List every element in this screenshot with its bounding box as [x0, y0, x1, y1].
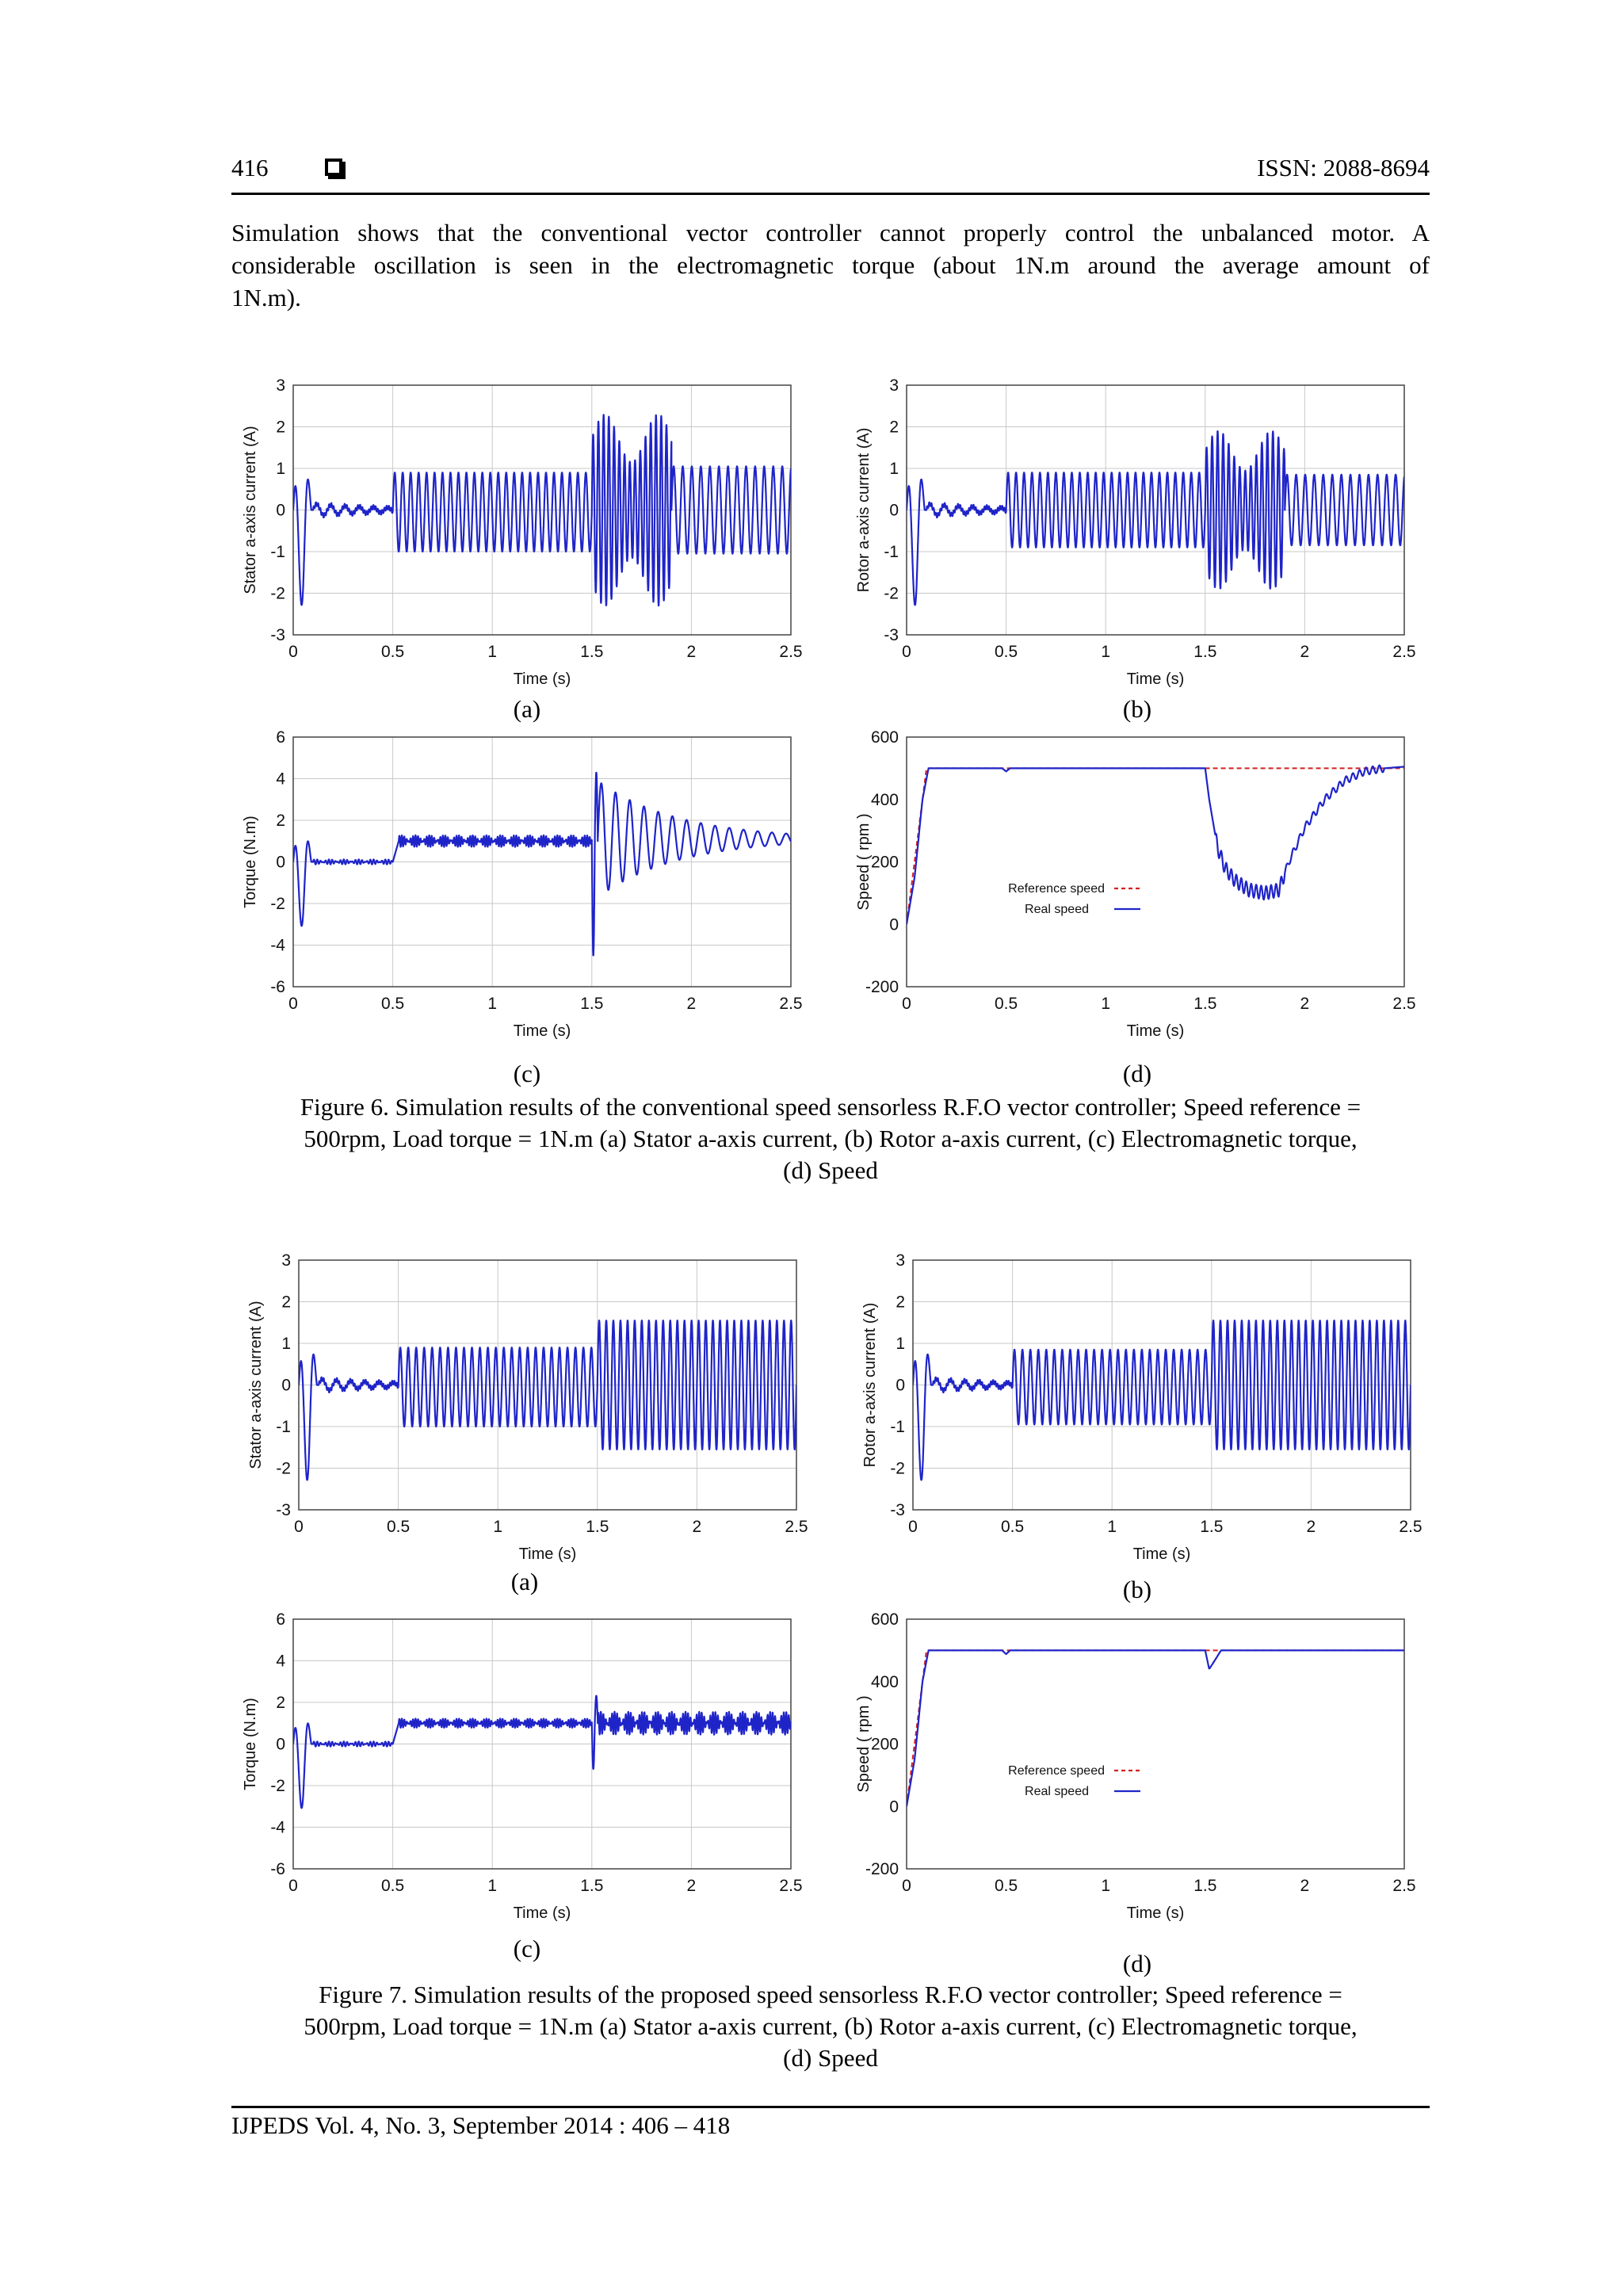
y-tick-label: -4 [270, 936, 285, 955]
y-tick-label: 0 [281, 1376, 291, 1395]
y-tick-label: -3 [276, 1501, 291, 1519]
y-axis-label: Speed ( rpm ) [855, 813, 873, 911]
y-tick-label: 0 [889, 1797, 899, 1817]
y-tick-label: 1 [281, 1335, 291, 1353]
figure7-plot-d [850, 1605, 1420, 1922]
x-tick-label: 2 [1300, 995, 1310, 1013]
y-axis-label: Torque (N.m) [242, 1698, 259, 1790]
figure7-panel-b-label: (b) [1122, 1576, 1152, 1603]
figure6-panel-d-label: (d) [1122, 1060, 1152, 1087]
y-tick-label: -4 [270, 1818, 285, 1837]
x-tick-label: 0.5 [380, 1877, 405, 1895]
paragraph-line: considerable oscillation is seen in the electromagnetic torque (about 1N.m around the average amount of [231, 251, 1430, 279]
fig7b-svg [856, 1246, 1426, 1563]
y-tick-label: 3 [896, 1251, 905, 1270]
fig6b-svg [850, 371, 1420, 688]
y-tick-label: 0 [896, 1376, 905, 1395]
y-tick-label: 1 [276, 460, 285, 478]
square-bullet-icon [325, 159, 342, 176]
x-tick-label: 0 [294, 1518, 304, 1536]
y-tick-label: 400 [870, 790, 899, 809]
y-tick-label: 0 [889, 915, 899, 934]
x-tick-label: 0.5 [994, 1877, 1018, 1895]
figure7-plot-c [236, 1605, 807, 1922]
figure7-panel-d-label: (d) [1122, 1950, 1152, 1977]
caption-line: 500rpm, Load torque = 1N.m (a) Stator a-axis current, (b) Rotor a-axis current, (c) Electromagnetic torque, [304, 2012, 1358, 2040]
y-tick-label: 1 [896, 1335, 905, 1353]
y-tick-label: 3 [889, 376, 899, 395]
x-tick-label: 1.5 [1193, 1877, 1217, 1895]
y-tick-label: 200 [870, 1735, 899, 1754]
x-tick-label: 2 [686, 643, 697, 661]
x-tick-label: 0 [288, 643, 298, 661]
reference-speed-series [907, 1650, 1404, 1806]
figure6-caption [231, 1091, 1430, 1186]
x-tick-label: 1 [493, 1518, 503, 1536]
y-tick-label: 200 [870, 853, 899, 872]
y-axis-label: Rotor a-axis current (A) [861, 1302, 879, 1468]
x-tick-label: 2 [1300, 643, 1310, 661]
x-tick-label: 0.5 [386, 1518, 411, 1536]
x-tick-label: 0.5 [994, 643, 1018, 661]
fig7c-svg [236, 1605, 807, 1922]
legend-label: Reference speed [1008, 1764, 1105, 1778]
plot-frame [907, 1619, 1404, 1869]
y-tick-label: 3 [276, 376, 285, 395]
figure6-panel-a-label: (a) [513, 695, 541, 723]
footer-journal: IJPEDS Vol. 4, No. 3, September 2014 : 406 – 418 [231, 2111, 731, 2139]
x-tick-label: 0.5 [1000, 1518, 1025, 1536]
y-tick-label: -2 [270, 895, 285, 913]
x-axis-label: Time (s) [513, 1022, 571, 1040]
x-tick-label: 0 [288, 1877, 298, 1895]
x-tick-label: 0 [288, 995, 298, 1013]
y-tick-label: -2 [884, 584, 899, 603]
y-tick-label: -3 [270, 626, 285, 644]
page-number: 416 [231, 154, 269, 181]
figure6-plot-a [236, 371, 807, 688]
y-tick-label: -2 [270, 1777, 285, 1795]
paragraph-line: 1N.m). [231, 284, 301, 311]
x-tick-label: 2 [686, 1877, 697, 1895]
x-axis-label: Time (s) [513, 670, 571, 688]
fig7a-svg [242, 1246, 812, 1563]
issn: ISSN: 2088-8694 [1257, 154, 1430, 181]
fig6a-svg [236, 371, 807, 688]
y-axis-label: Stator a-axis current (A) [242, 426, 259, 594]
x-tick-label: 1.5 [1193, 643, 1217, 661]
caption-line: Figure 6. Simulation results of the conventional speed sensorless R.F.O vector controller; Speed reference = [300, 1093, 1361, 1121]
y-tick-label: -3 [884, 626, 899, 644]
footer-rule [231, 2106, 1430, 2108]
x-tick-label: 0.5 [380, 643, 405, 661]
real-speed-series [907, 1650, 1404, 1806]
y-tick-label: -200 [865, 1860, 899, 1878]
caption-line: (d) Speed [783, 1156, 878, 1184]
y-axis-label: Rotor a-axis current (A) [855, 427, 873, 593]
figure7-plot-a [242, 1246, 812, 1563]
x-tick-label: 0.5 [994, 995, 1018, 1013]
figure6-plot-c [236, 723, 807, 1040]
x-tick-label: 1.5 [586, 1518, 609, 1536]
y-tick-label: 0 [889, 501, 899, 520]
paragraph-line: Simulation shows that the conventional vector controller cannot properly control the unbalanced motor. A [231, 219, 1430, 246]
figure7-panel-c-label: (c) [513, 1935, 541, 1962]
y-tick-label: 0 [276, 501, 285, 520]
y-tick-label: -200 [865, 978, 899, 996]
x-axis-label: Time (s) [518, 1545, 577, 1563]
x-axis-label: Time (s) [1126, 670, 1185, 688]
y-tick-label: -1 [276, 1418, 291, 1436]
real-speed-series [907, 766, 1404, 925]
caption-line: (d) Speed [783, 2044, 878, 2072]
x-tick-label: 1.5 [1193, 995, 1217, 1013]
fig6c-svg [236, 723, 807, 1040]
x-tick-label: 2.5 [785, 1518, 808, 1536]
figure6-panel-c-label: (c) [513, 1060, 541, 1087]
figure7-plot-b [856, 1246, 1426, 1563]
x-tick-label: 1 [1101, 995, 1111, 1013]
y-axis-label: Speed ( rpm ) [855, 1695, 873, 1793]
y-tick-label: -1 [890, 1418, 905, 1436]
y-tick-label: -2 [276, 1459, 291, 1478]
y-tick-label: -3 [890, 1501, 905, 1519]
x-tick-label: 0.5 [380, 995, 405, 1013]
figure6-plot-d [850, 723, 1420, 1040]
x-tick-label: 0 [902, 1877, 911, 1895]
caption-line: 500rpm, Load torque = 1N.m (a) Stator a-axis current, (b) Rotor a-axis current, (c) Electromagnetic torque, [304, 1125, 1358, 1152]
x-axis-label: Time (s) [513, 1904, 571, 1922]
y-tick-label: -6 [270, 1860, 285, 1878]
plot-frame [907, 737, 1404, 987]
y-tick-label: 2 [276, 1694, 285, 1712]
signal-series [907, 431, 1404, 605]
legend-label: Reference speed [1008, 882, 1105, 896]
y-tick-label: 6 [276, 728, 285, 747]
x-tick-label: 0 [902, 995, 911, 1013]
x-tick-label: 1 [1107, 1518, 1117, 1536]
y-tick-label: 2 [276, 418, 285, 437]
y-tick-label: 2 [281, 1293, 291, 1312]
x-tick-label: 2.5 [779, 643, 803, 661]
y-tick-label: 0 [276, 1735, 285, 1754]
signal-series [913, 1320, 1411, 1480]
x-tick-label: 0 [908, 1518, 918, 1536]
signal-series [293, 1696, 791, 1809]
x-tick-label: 2 [692, 1518, 702, 1536]
x-tick-label: 1.5 [580, 643, 604, 661]
x-tick-label: 1.5 [580, 995, 604, 1013]
signal-series [299, 1320, 796, 1480]
x-tick-label: 1 [487, 995, 498, 1013]
x-tick-label: 2.5 [779, 995, 803, 1013]
x-tick-label: 2 [1300, 1877, 1310, 1895]
caption-line: Figure 7. Simulation results of the proposed speed sensorless R.F.O vector controller; Speed reference = [319, 1981, 1342, 2008]
fig7d-svg [850, 1605, 1420, 1922]
y-tick-label: 2 [276, 812, 285, 830]
x-tick-label: 2.5 [1392, 1877, 1416, 1895]
x-tick-label: 2.5 [1399, 1518, 1423, 1536]
x-tick-label: 1.5 [580, 1877, 604, 1895]
x-tick-label: 1 [487, 1877, 498, 1895]
x-axis-label: Time (s) [1132, 1545, 1191, 1563]
y-tick-label: 600 [870, 728, 899, 747]
x-axis-label: Time (s) [1126, 1022, 1185, 1040]
y-tick-label: 400 [870, 1672, 899, 1691]
y-tick-label: 1 [889, 460, 899, 478]
signal-series [293, 773, 791, 956]
y-tick-label: 2 [896, 1293, 905, 1312]
y-tick-label: 4 [276, 770, 285, 789]
x-tick-label: 1 [487, 643, 498, 661]
x-tick-label: 1.5 [1200, 1518, 1224, 1536]
y-tick-label: 6 [276, 1610, 285, 1629]
legend-label: Real speed [1025, 1785, 1089, 1798]
figure7-panel-a-label: (a) [510, 1568, 539, 1595]
y-tick-label: 3 [281, 1251, 291, 1270]
figure7-caption [231, 1979, 1430, 2074]
y-tick-label: -2 [270, 584, 285, 603]
y-tick-label: 600 [870, 1610, 899, 1629]
y-axis-label: Stator a-axis current (A) [247, 1301, 265, 1469]
body-paragraph [231, 216, 1430, 314]
header-rule [231, 193, 1430, 195]
x-tick-label: 2.5 [1392, 643, 1416, 661]
y-tick-label: 4 [276, 1652, 285, 1671]
y-tick-label: -6 [270, 978, 285, 996]
legend-label: Real speed [1025, 903, 1089, 916]
x-tick-label: 2.5 [1392, 995, 1416, 1013]
y-tick-label: -2 [890, 1459, 905, 1478]
y-tick-label: 2 [889, 418, 899, 437]
y-tick-label: -1 [884, 543, 899, 561]
y-axis-label: Torque (N.m) [242, 816, 259, 908]
figure6-panel-b-label: (b) [1122, 695, 1152, 723]
x-tick-label: 2 [686, 995, 697, 1013]
reference-speed-series [907, 768, 1404, 924]
x-axis-label: Time (s) [1126, 1904, 1185, 1922]
y-tick-label: -1 [270, 543, 285, 561]
x-tick-label: 0 [902, 643, 911, 661]
fig6d-svg [850, 723, 1420, 1040]
x-tick-label: 1 [1101, 643, 1111, 661]
figure6-plot-b [850, 371, 1420, 688]
x-tick-label: 2 [1306, 1518, 1316, 1536]
y-tick-label: 0 [276, 853, 285, 872]
x-tick-label: 1 [1101, 1877, 1111, 1895]
x-tick-label: 2.5 [779, 1877, 803, 1895]
